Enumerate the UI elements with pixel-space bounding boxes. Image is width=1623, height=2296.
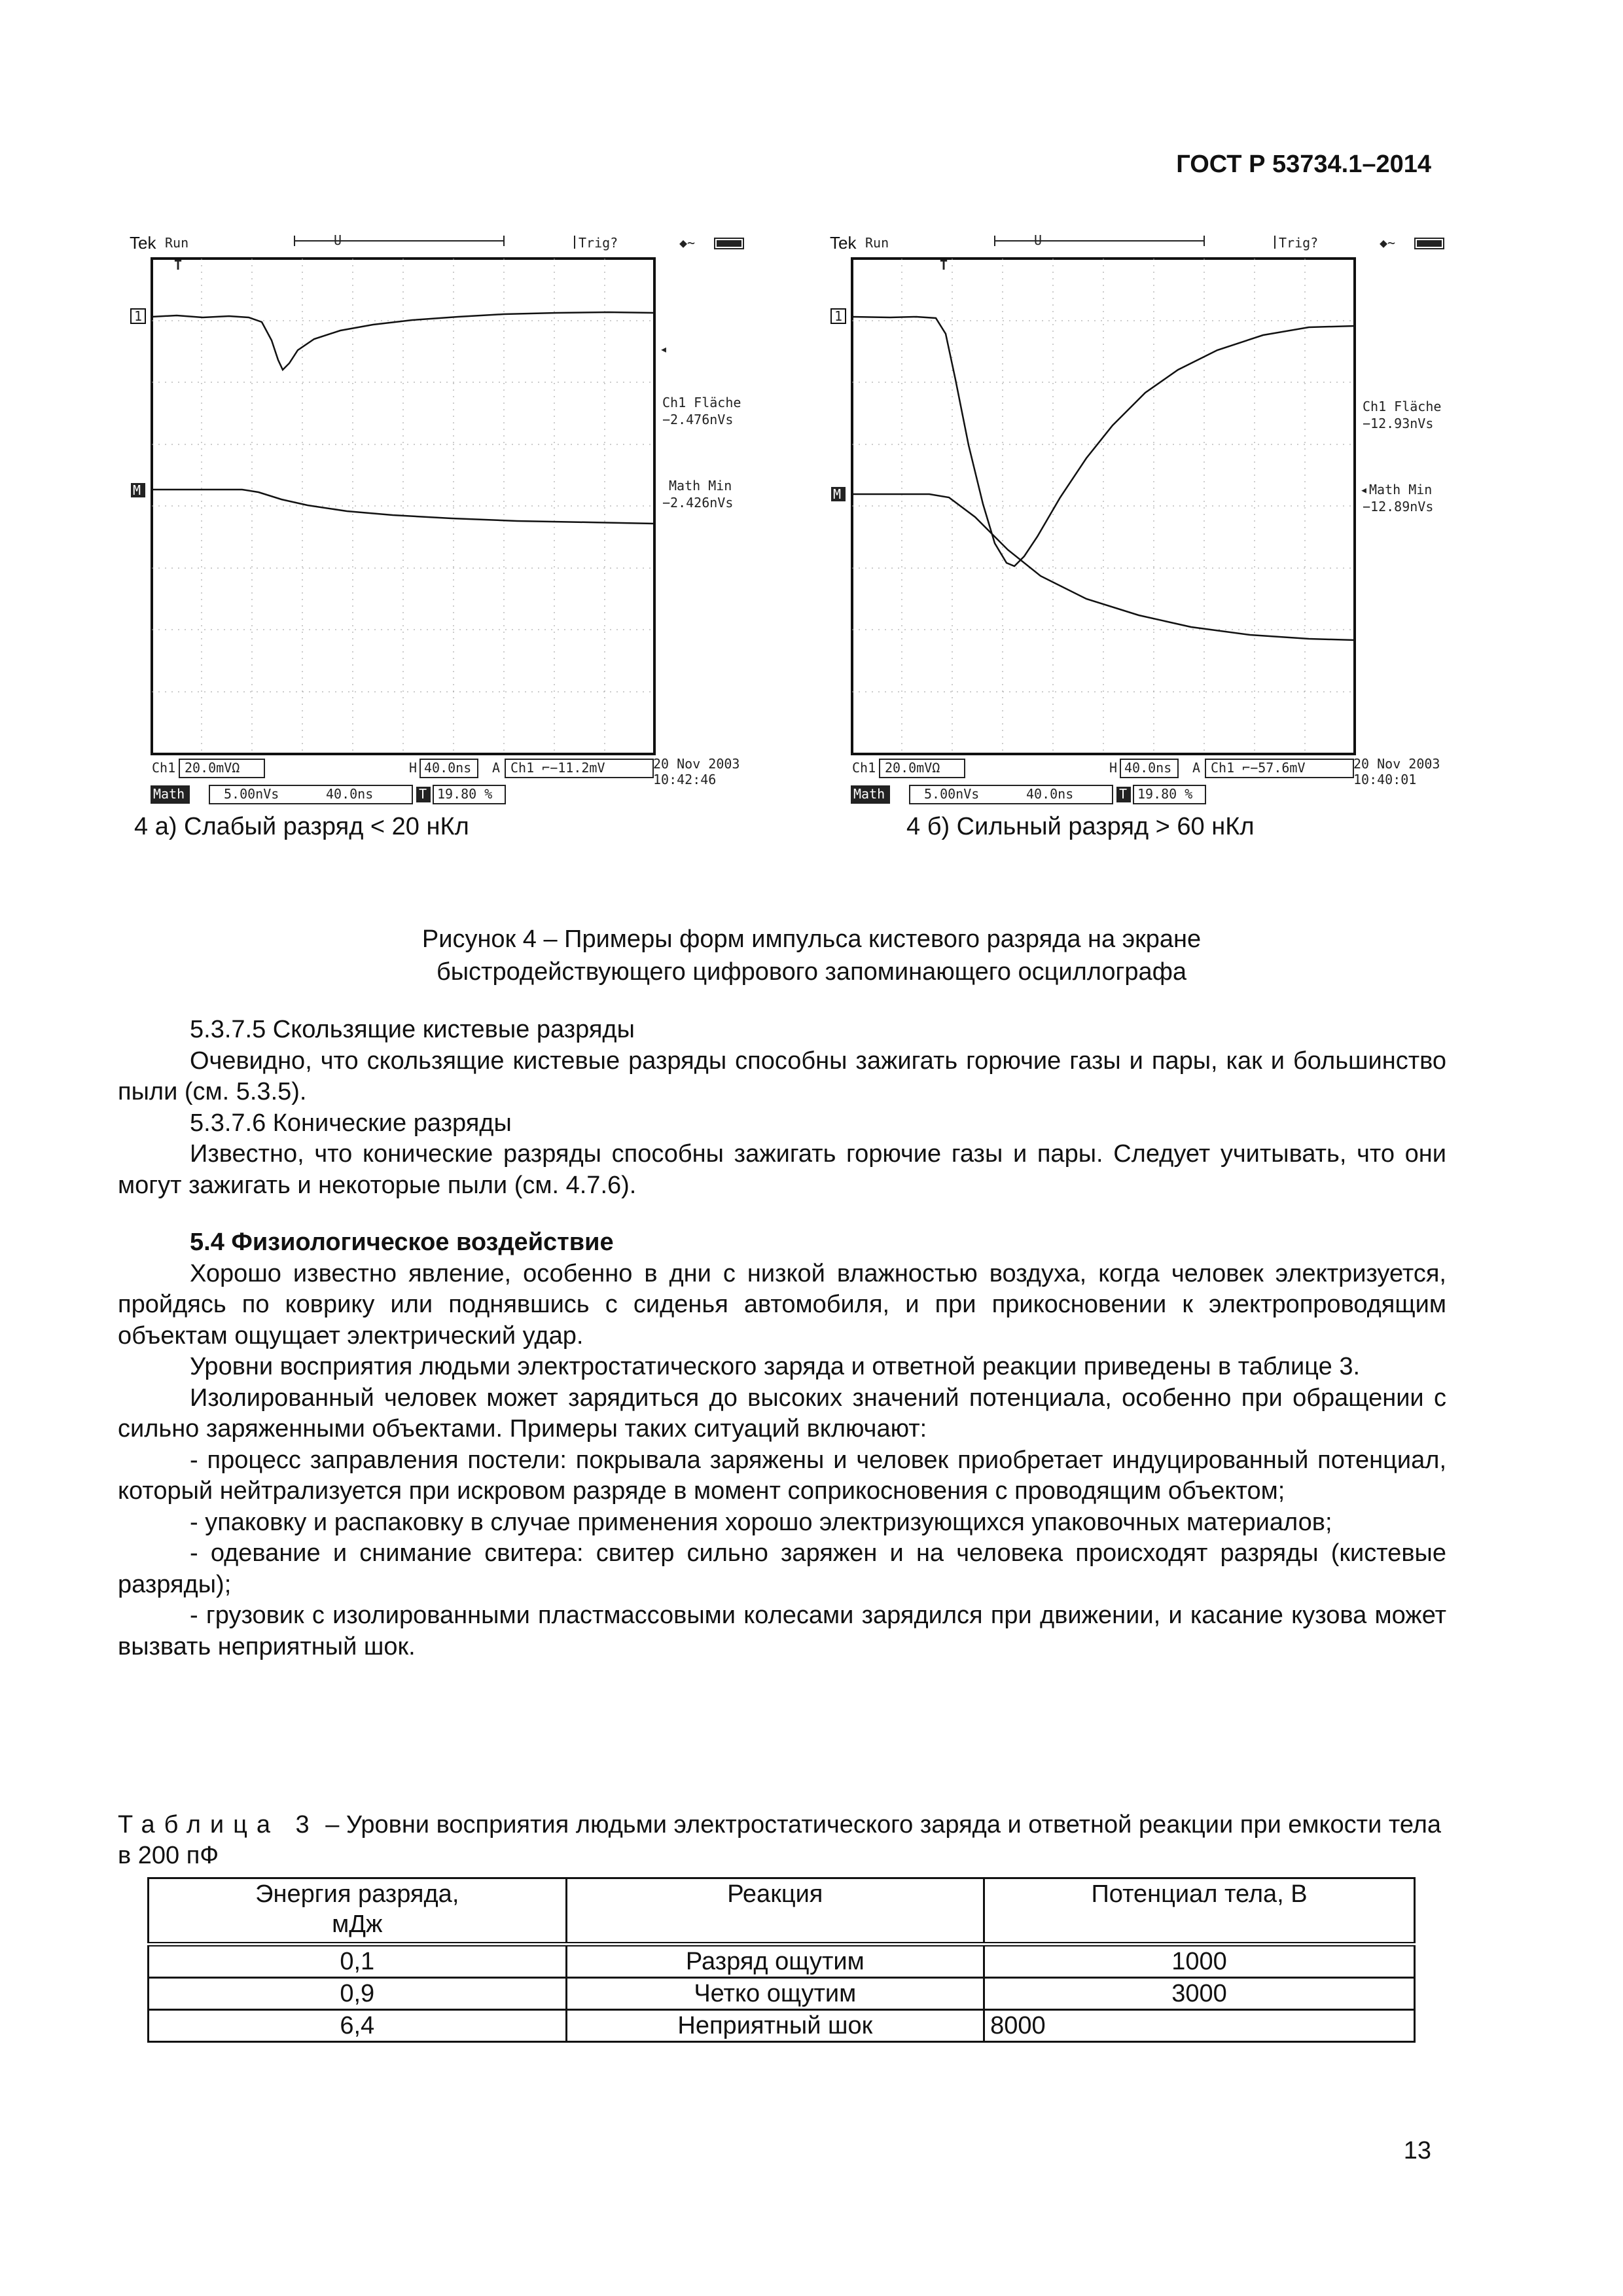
table-caption-text: – Уровни восприятия людьми электростатического заряда и ответной реакции при емкости тела в 200 пФ [118, 1811, 1442, 1869]
measure1-value: −12.93nVs [1363, 416, 1434, 431]
paragraph: Очевидно, что скользящие кистевые разряды способны зажигать горючие газы и пары, как и большинство пыли (см. 5.3.5). [118, 1047, 1446, 1105]
math-scale: 5.00nVs [224, 786, 279, 802]
table-row [149, 1945, 1415, 1978]
ch1-waveform [852, 317, 1355, 566]
trigger-position-icon: T [174, 257, 183, 273]
a-label: A [1192, 760, 1201, 776]
measure1-label: Ch1 Fläche [1363, 399, 1442, 414]
table-cell: Разряд ощутим [566, 1945, 984, 1978]
ch1-level-arrow: ◂ [660, 341, 668, 357]
svg-text:T: T [1119, 786, 1128, 802]
math-label: Math [853, 786, 885, 802]
page-number: 13 [1403, 2137, 1431, 2164]
oscilloscope-figure-a [111, 229, 792, 818]
table-header-cell: Потенциал тела, В [984, 1878, 1415, 1945]
measure1-label: Ch1 Fläche [662, 395, 741, 410]
svg-text:T: T [419, 786, 427, 802]
subcaption-a: 4 а) Слабый разряд < 20 нКл [134, 813, 469, 840]
run-state: Run [165, 235, 189, 251]
h-scale: 40.0ns [424, 760, 472, 776]
capture-date: 20 Nov 2003 [1353, 756, 1440, 772]
section-5-4-heading: 5.4 Физиологическое воздействие [190, 1229, 614, 1256]
table-cell: 6,4 [149, 2010, 567, 2042]
paragraph: Изолированный человек может зарядиться до высоких значений потенциала, особенно при обращении с сильно заряженными объектами. Примеры таких ситуаций включают: [118, 1384, 1446, 1443]
run-state: Run [865, 235, 889, 251]
ch1-label: Ch1 [152, 760, 176, 776]
trigger-percent: 19.80 % [437, 786, 493, 802]
ch1-marker: 1 [834, 308, 843, 324]
table-row [149, 2010, 1415, 2042]
brand-label: Tek [130, 233, 156, 253]
list-item: - упаковку и распаковку в случае применения хорошо электризующихся упаковочных материалов; [190, 1508, 1332, 1536]
trigger-status: Trig? [1279, 235, 1319, 251]
math-time: 40.0ns [326, 786, 374, 802]
paragraph: Уровни восприятия людьми электростатического заряда и ответной реакции приведены в таблице 3. [190, 1353, 1361, 1380]
probe-icon: ◆~ [679, 235, 696, 251]
measure2-value: −12.89nVs [1363, 499, 1434, 514]
ch1-waveform [152, 312, 654, 370]
h-label: H [409, 760, 418, 776]
measure2-label: Math Min [1369, 482, 1433, 497]
capture-date: 20 Nov 2003 [653, 756, 740, 772]
table-3 [147, 1877, 1416, 2043]
table-caption [118, 1810, 1446, 1871]
ch1-label: Ch1 [852, 760, 876, 776]
math-label: Math [153, 786, 185, 802]
probe-icon: ◆~ [1380, 235, 1396, 251]
math-time: 40.0ns [1026, 786, 1074, 802]
table-cell: 1000 [984, 1945, 1415, 1978]
capture-time: 10:42:46 [653, 772, 717, 787]
h-scale: 40.0ns [1124, 760, 1172, 776]
paragraph: Хорошо известно явление, особенно в дни с низкой влажностью воздуха, когда человек электризуется, пройдясь по коврику или поднявшись с сиденья автомобиля, и при прикосновении к электропроводящим объектам ощущает электрический удар. [118, 1259, 1446, 1350]
table-cell: 0,1 [149, 1945, 567, 1978]
a-label: A [492, 760, 501, 776]
table-row [149, 1978, 1415, 2010]
figure-caption [0, 923, 1623, 988]
trigger-status: Trig? [579, 235, 618, 251]
brand-label: Tek [830, 233, 857, 253]
graticule-frame [152, 259, 654, 754]
trigger-setting: Ch1 ⌐−11.2mV [510, 760, 605, 776]
math-marker: M [833, 486, 842, 502]
section-5-3-7-5-heading: 5.3.7.5 Скользящие кистевые разряды [190, 1016, 635, 1043]
time-cursor-icon: U [334, 232, 342, 248]
table-caption-label: Таблица 3 [118, 1811, 319, 1839]
list-item: - грузовик с изолированными пластмассовыми колесами зарядился при движении, и касание кузова может вызвать неприятный шок. [118, 1602, 1446, 1660]
list-item: - одевание и снимание свитера: свитер сильно заряжен и на человека происходят разряды (кистевые разряды); [118, 1539, 1446, 1598]
body-text [118, 1014, 1446, 1662]
list-item: - процесс заправления постели: покрывала заряжены и человек приобретает индуцированный потенциал, который нейтрализуется при искровом разряде в момент соприкосновения с проводящим объектом; [118, 1446, 1446, 1505]
paragraph: Известно, что конические разряды способны зажигать горючие газы и пары. Следует учитывать, что они могут зажигать и некоторые пыли (см. 4.7.6). [118, 1140, 1446, 1199]
figure-caption-line1: Рисунок 4 – Примеры форм импульса кистевого разряда на экране [421, 925, 1202, 953]
math-level-arrow: ◂ [1360, 482, 1368, 497]
table-header-cell: Реакция [566, 1878, 984, 1945]
trigger-setting: Ch1 ⌐−57.6mV [1211, 760, 1306, 776]
math-marker: M [133, 482, 141, 498]
oscilloscope-figure-b [812, 229, 1492, 818]
table-cell: Четко ощутим [566, 1978, 984, 2010]
table-cell: 0,9 [149, 1978, 567, 2010]
h-label: H [1109, 760, 1118, 776]
measure2-value: −2.426nVs [662, 495, 734, 511]
table-cell: 3000 [984, 1978, 1415, 2010]
time-cursor-icon: U [1034, 232, 1043, 248]
oscilloscope-screen-a [111, 229, 792, 818]
ch1-scale: 20.0mVΩ [885, 760, 940, 776]
ch1-scale: 20.0mVΩ [185, 760, 240, 776]
graticule-grid [152, 259, 654, 754]
oscilloscope-screen-b [812, 229, 1492, 818]
table-cell: Неприятный шок [566, 2010, 984, 2042]
ch1-marker: 1 [134, 308, 143, 324]
section-5-3-7-6-heading: 5.3.7.6 Конические разряды [190, 1109, 512, 1137]
trigger-percent: 19.80 % [1137, 786, 1193, 802]
table-cell: 8000 [984, 2010, 1415, 2042]
figure-caption-line2: быстродействующего цифрового запоминающего осциллографа [436, 958, 1186, 986]
measure2-label: Math Min [669, 478, 732, 493]
table-header-row [149, 1878, 1415, 1945]
table-header-cell: Энергия разряда, мДж [149, 1878, 567, 1945]
trigger-position-icon: T [940, 257, 948, 273]
subcaption-b: 4 б) Сильный разряд > 60 нКл [906, 813, 1255, 840]
capture-time: 10:40:01 [1353, 772, 1417, 787]
document-header: ГОСТ Р 53734.1–2014 [1176, 151, 1431, 178]
math-scale: 5.00nVs [924, 786, 980, 802]
measure1-value: −2.476nVs [662, 412, 734, 427]
